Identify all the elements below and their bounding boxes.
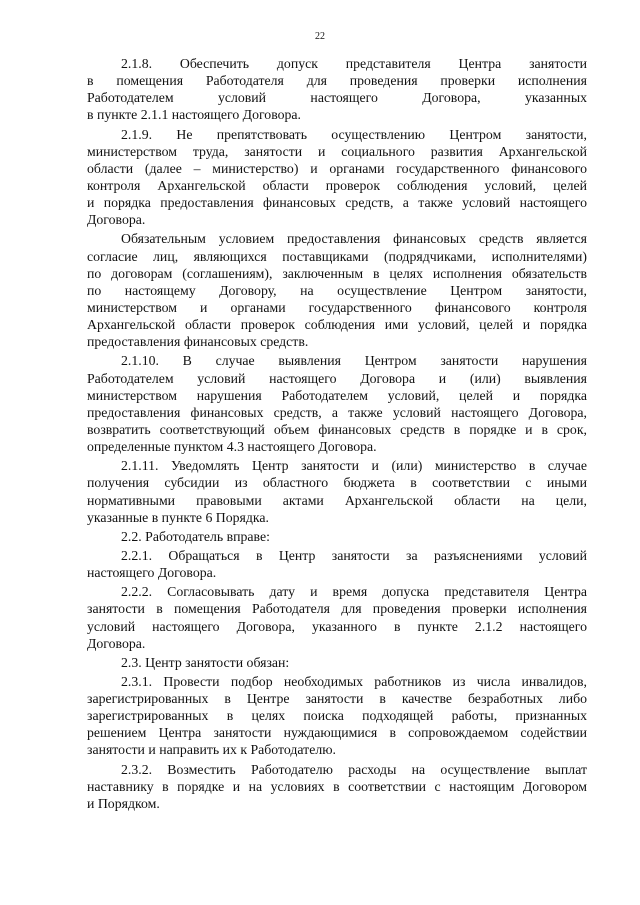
paragraph xyxy=(87,761,587,812)
text-line: зарегистрированных в целях поиска подходящей работы, признанных xyxy=(87,708,587,724)
page-number: 22 xyxy=(315,31,325,42)
text-line: 2.3. Центр занятости обязан: xyxy=(121,654,290,670)
text-line: указанные в пункте 6 Порядка. xyxy=(87,509,269,525)
text-line: наставнику в порядке и на условиях в соответствии с настоящим Договором xyxy=(87,778,587,794)
text-line: и Порядком. xyxy=(87,795,160,811)
text-line: 2.1.10. В случае выявления Центром занятости нарушения xyxy=(121,353,587,369)
text-line: согласие лиц, являющихся поставщиками (подрядчиками, исполнителями) xyxy=(87,248,587,264)
paragraph xyxy=(87,547,587,581)
paragraph xyxy=(87,583,587,652)
text-line: возвратить соответствующий объем финансовых средств в порядке и в срок, xyxy=(87,421,587,437)
text-line: министерством труда, занятости и социального развития Архангельской xyxy=(87,143,587,159)
text-line: 2.3.2. Возместить Работодателю расходы на осуществление выплат xyxy=(121,761,587,777)
text-line: в помещения Работодателя для проведения проверки исполнения xyxy=(87,73,587,89)
text-line: контроля Архангельской области проверок соблюдения условий, целей xyxy=(87,177,587,193)
text-line: 2.1.8. Обеспечить допуск представителя Центра занятости xyxy=(121,56,587,71)
text-line: 2.1.11. Уведомлять Центр занятости и (или) министерство в случае xyxy=(121,458,587,474)
text-line: получения субсидии из областного бюджета в соответствии с иными xyxy=(87,475,587,491)
text-line: решением Центра занятости нуждающимися в сопровождаемом содействии xyxy=(87,725,587,741)
text-line: Обязательным условием предоставления финансовых средств является xyxy=(121,231,587,247)
text-line: 2.2.1. Обращаться в Центр занятости за разъяснениями условий xyxy=(121,547,587,563)
text-line: 2.2. Работодатель вправе: xyxy=(121,528,270,544)
paragraph xyxy=(87,352,587,455)
text-line: и порядка предоставления финансовых средств, а также условий настоящего xyxy=(87,195,587,211)
text-line: занятости в помещения Работодателя для проведения проверки исполнения xyxy=(87,601,587,617)
text-line: настоящего Договора. xyxy=(87,565,217,581)
text-line: занятости и направить их к Работодателю. xyxy=(87,742,336,758)
text-line: Договора. xyxy=(87,212,146,228)
text-line: 2.3.1. Провести подбор необходимых работников из числа инвалидов, xyxy=(121,673,587,689)
text-line: министерством и органами государственного финансового контроля xyxy=(87,299,587,315)
text-line: Работодателем условий настоящего Договора и (или) выявления xyxy=(87,370,587,386)
text-line: 2.1.9. Не препятствовать осуществлению Центром занятости, xyxy=(121,126,587,142)
text-line: определенные пунктом 4.3 настоящего Договора. xyxy=(87,439,377,455)
text-line: предоставления финансовых средств, а также условий настоящего Договора, xyxy=(87,404,587,420)
text-line: по договорам (соглашениям), заключенным в целях исполнения обязательств xyxy=(87,265,587,281)
paragraph xyxy=(87,55,587,124)
paragraph xyxy=(87,457,587,526)
text-line: Архангельской области проверок соблюдения ими условий, целей и порядка xyxy=(87,317,587,333)
text-line: министерством нарушения Работодателем условий, целей и порядка xyxy=(87,387,587,403)
text-line: Работодателем условий настоящего Договора, указанных xyxy=(87,90,587,106)
document-body xyxy=(87,55,587,814)
text-line: нормативными правовыми актами Архангельской области на цели, xyxy=(87,492,587,508)
text-line: в пункте 2.1.1 настоящего Договора. xyxy=(87,107,301,123)
text-line: по настоящему Договору, на осуществление Центром занятости, xyxy=(87,282,587,298)
text-line: предоставления финансовых средств. xyxy=(87,334,309,350)
text-line: условий настоящего Договора, указанного в пункте 2.1.2 настоящего xyxy=(87,618,587,634)
text-line: 2.2.2. Согласовывать дату и время допуска представителя Центра xyxy=(121,584,587,600)
paragraph xyxy=(87,230,587,350)
paragraph xyxy=(87,126,587,229)
paragraph xyxy=(87,528,587,545)
text-line: зарегистрированных в Центре занятости в качестве безработных либо xyxy=(87,691,587,707)
text-line: Договора. xyxy=(87,635,146,651)
paragraph xyxy=(87,654,587,671)
paragraph xyxy=(87,673,587,759)
text-line: области (далее – министерство) и органами государственного финансового xyxy=(87,160,587,176)
